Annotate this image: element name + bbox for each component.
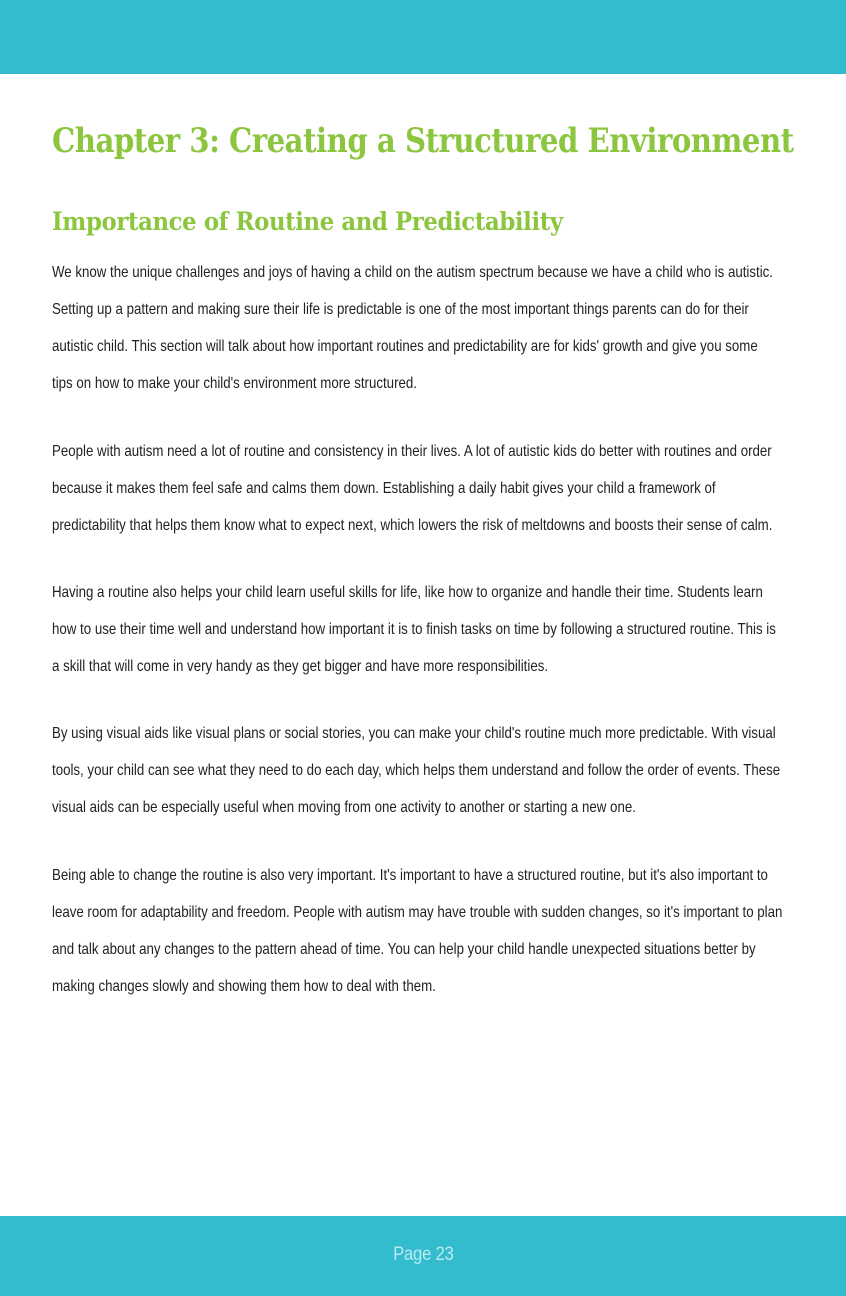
paragraph-3 [52, 574, 794, 685]
text-line: how to use their time well and understand how important it is to finish tasks on time by following a structured routine. This is [52, 621, 776, 638]
text-line: Having a routine also helps your child learn useful skills for life, like how to organize and handle their time. Students learn [52, 584, 763, 601]
header-band [0, 0, 846, 74]
text-line: We know the unique challenges and joys of having a child on the autism spectrum because we have a child who is autistic. [52, 264, 773, 281]
text-line: a skill that will come in very handy as they get bigger and have more responsibilities. [52, 658, 549, 675]
paragraph-2 [52, 433, 794, 544]
text-line: autistic child. This section will talk about how important routines and predictability are for kids' growth and give you some [52, 338, 758, 355]
section-title: Importance of Routine and Predictability [52, 207, 563, 236]
page-number: Page 23 [392, 1244, 454, 1265]
text-line: making changes slowly and showing them how to deal with them. [52, 978, 436, 995]
paragraph-1 [52, 254, 794, 402]
chapter-title: Chapter 3: Creating a Structured Environment [52, 121, 794, 161]
text-line: People with autism need a lot of routine and consistency in their lives. A lot of autistic kids do better with routines and order [52, 443, 772, 460]
paragraph-5 [52, 857, 794, 1005]
text-line: visual aids can be especially useful when moving from one activity to another or starting a new one. [52, 799, 636, 816]
paragraph-4 [52, 715, 794, 826]
text-line: leave room for adaptability and freedom. People with autism may have trouble with sudden changes, so it's important to plan [52, 904, 783, 921]
text-line: tools, your child can see what they need to do each day, which helps them understand and follow the order of events. These [52, 762, 781, 779]
text-line: By using visual aids like visual plans or social stories, you can make your child's routine much more predictable. With visual [52, 725, 776, 742]
text-line: Setting up a pattern and making sure their life is predictable is one of the most important things parents can do for their [52, 301, 749, 318]
text-line: Being able to change the routine is also very important. It's important to have a structured routine, but it's also important to [52, 867, 768, 884]
text-line: because it makes them feel safe and calms them down. Establishing a daily habit gives your child a framework of [52, 480, 716, 497]
text-line: and talk about any changes to the pattern ahead of time. You can help your child handle unexpected situations better by [52, 941, 756, 958]
footer-band [0, 1216, 846, 1296]
text-line: predictability that helps them know what to expect next, which lowers the risk of meltdowns and boosts their sense of calm. [52, 517, 773, 534]
text-line: tips on how to make your child's environment more structured. [52, 375, 417, 392]
